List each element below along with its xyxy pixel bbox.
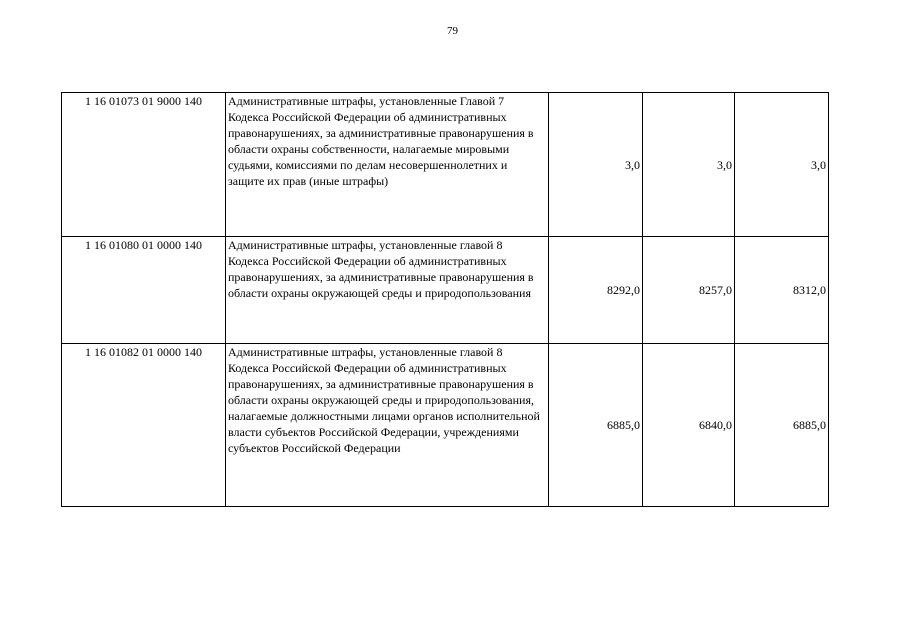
table-row	[62, 93, 829, 237]
value-cell-year-3: 6885,0	[735, 344, 829, 507]
value-cell-year-2: 3,0	[643, 93, 735, 237]
value-cell-year-2: 6840,0	[643, 344, 735, 507]
value-cell-year-2: 8257,0	[643, 237, 735, 344]
revenue-name-cell: Административные штрафы, установленные Главой 7 Кодекса Российской Федерации об административных правонарушениях, за административные правонарушения в области охраны собственности, налагаемые мировыми судьями, комиссиями по делам несовершеннолетних и защите их прав (иные штрафы)	[226, 93, 549, 237]
value-cell-year-1: 3,0	[549, 93, 643, 237]
revenue-name-cell: Административные штрафы, установленные главой 8 Кодекса Российской Федерации об административных правонарушениях, за административные правонарушения в области охраны окружающей среды и природопользования	[226, 237, 549, 344]
page-number: 79	[447, 25, 458, 37]
value-cell-year-3: 8312,0	[735, 237, 829, 344]
revenue-name-cell: Административные штрафы, установленные главой 8 Кодекса Российской Федерации об административных правонарушениях, за административные правонарушения в области охраны окружающей среды и природопользования, налагаемые должностными лицами органов исполнительной власти субъектов Российской Федерации, учреждениями субъектов Российской Федерации	[226, 344, 549, 507]
budget-code-cell: 1 16 01073 01 9000 140	[62, 93, 226, 237]
budget-table	[61, 92, 829, 507]
table-row	[62, 344, 829, 507]
table-row	[62, 237, 829, 344]
value-cell-year-3: 3,0	[735, 93, 829, 237]
value-cell-year-1: 8292,0	[549, 237, 643, 344]
budget-code-cell: 1 16 01082 01 0000 140	[62, 344, 226, 507]
value-cell-year-1: 6885,0	[549, 344, 643, 507]
budget-code-cell: 1 16 01080 01 0000 140	[62, 237, 226, 344]
